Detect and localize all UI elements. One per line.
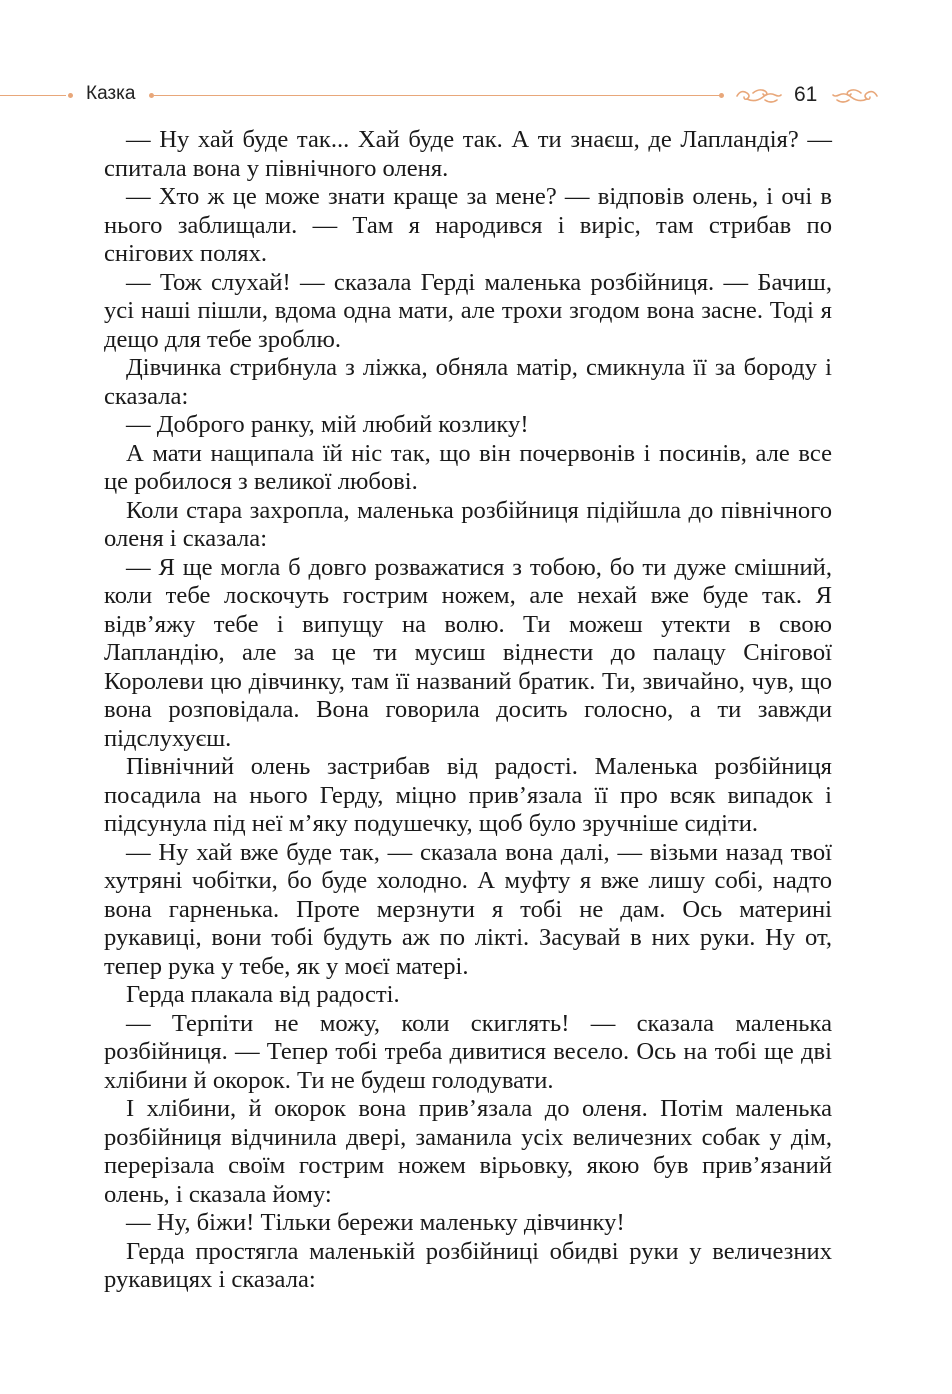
paragraph: — Ну хай буде так... Хай буде так. А ти знаєш, де Лапландія? — спитала вона у північного оленя. xyxy=(104,126,832,182)
paragraph: — Терпіти не можу, коли скиглять! — сказала маленька розбійниця. — Тепер тобі треба дивитися весело. Ось на тобі ще дві хлібини й окорок. Ти не будеш голодувати. xyxy=(104,1009,832,1094)
swirl-ornament-icon xyxy=(735,85,783,107)
paragraph: — Тож слухай! — сказала Герді маленька розбійниця. — Бачиш, усі наші пішли, вдома одна мати, але трохи згодом вона засне. Тоді я дещо для тебе зроблю. xyxy=(104,268,832,353)
paragraph: Коли стара захропла, маленька розбійниця підійшла до північного оленя і сказала: xyxy=(104,496,832,552)
running-header xyxy=(0,82,952,110)
paragraph: — Ну, біжи! Тільки бережи маленьку дівчинку! xyxy=(126,1209,625,1236)
paragraph: Північний олень застрибав від радості. Маленька розбійниця посадила на нього Герду, міцно прив’язала її про всяк випадок і підсунула під неї м’яку подушечку, щоб було зручніше сидіти. xyxy=(104,753,832,837)
story-text xyxy=(104,126,832,1295)
header-rule-left xyxy=(0,95,66,96)
paragraph: Герда плакала від радості. xyxy=(126,981,400,1008)
header-dot-mid-right xyxy=(719,93,724,98)
paragraph: — Ну хай вже буде так, — сказала вона далі, — візьми назад твої хутряні чобітки, бо буде холодно. А муфту я вже лишу собі, надто вона гарненька. Проте мерзнути я тобі не дам. Ось материні рукавиці, вони тобі будуть аж по лікті. Засувай в них руки. Ну от, тепер рука у тебе, як у моєї матері. xyxy=(104,838,832,980)
paragraph: Герда простягла маленькій розбійниці обидві руки у величезних рукавицях і сказала: xyxy=(104,1237,832,1293)
paragraph: І хлібини, й окорок вона прив’язала до оленя. Потім маленька розбійниця відчинила двері, заманила усіх величезних собак у дім, перерізала своїм гострим ножем вірьовку, якою був прив’язаний олень, і сказала йому: xyxy=(104,1095,832,1208)
paragraph: Дівчинка стрибнула з ліжка, обняла матір, смикнула її за бороду і сказала: xyxy=(104,354,832,410)
paragraph: А мати нащипала їй ніс так, що він почервонів і посинів, але все це робилося з великої любові. xyxy=(104,439,832,495)
header-rule-middle xyxy=(154,95,720,96)
paragraph: — Хто ж це може знати краще за мене? — відповів олень, і очі в нього заблищали. — Там я народився і виріс, там стрибав по снігових полях. xyxy=(104,183,832,267)
page-number: 61 xyxy=(794,83,818,106)
paragraph: — Доброго ранку, мій любий козлику! xyxy=(126,411,529,438)
swirl-ornament-icon xyxy=(831,85,879,107)
section-title: Казка xyxy=(86,83,136,104)
header-dot-left xyxy=(68,93,73,98)
paragraph: — Я ще могла б довго розважатися з тобою, бо ти дуже смішний, коли тебе лоскочуть гострим ножем, але нехай вже буде так. Я відв’яжу тебе і випущу на волю. Ти можеш утекти в свою Лапландію, але за це ти мусиш віднести до палацу Снігової Королеви цю дівчинку, там її названий братик. Ти, звичайно, чув, що вона розповідала. Вона говорила досить голосно, а ти завжди підслухуєш. xyxy=(104,553,832,752)
